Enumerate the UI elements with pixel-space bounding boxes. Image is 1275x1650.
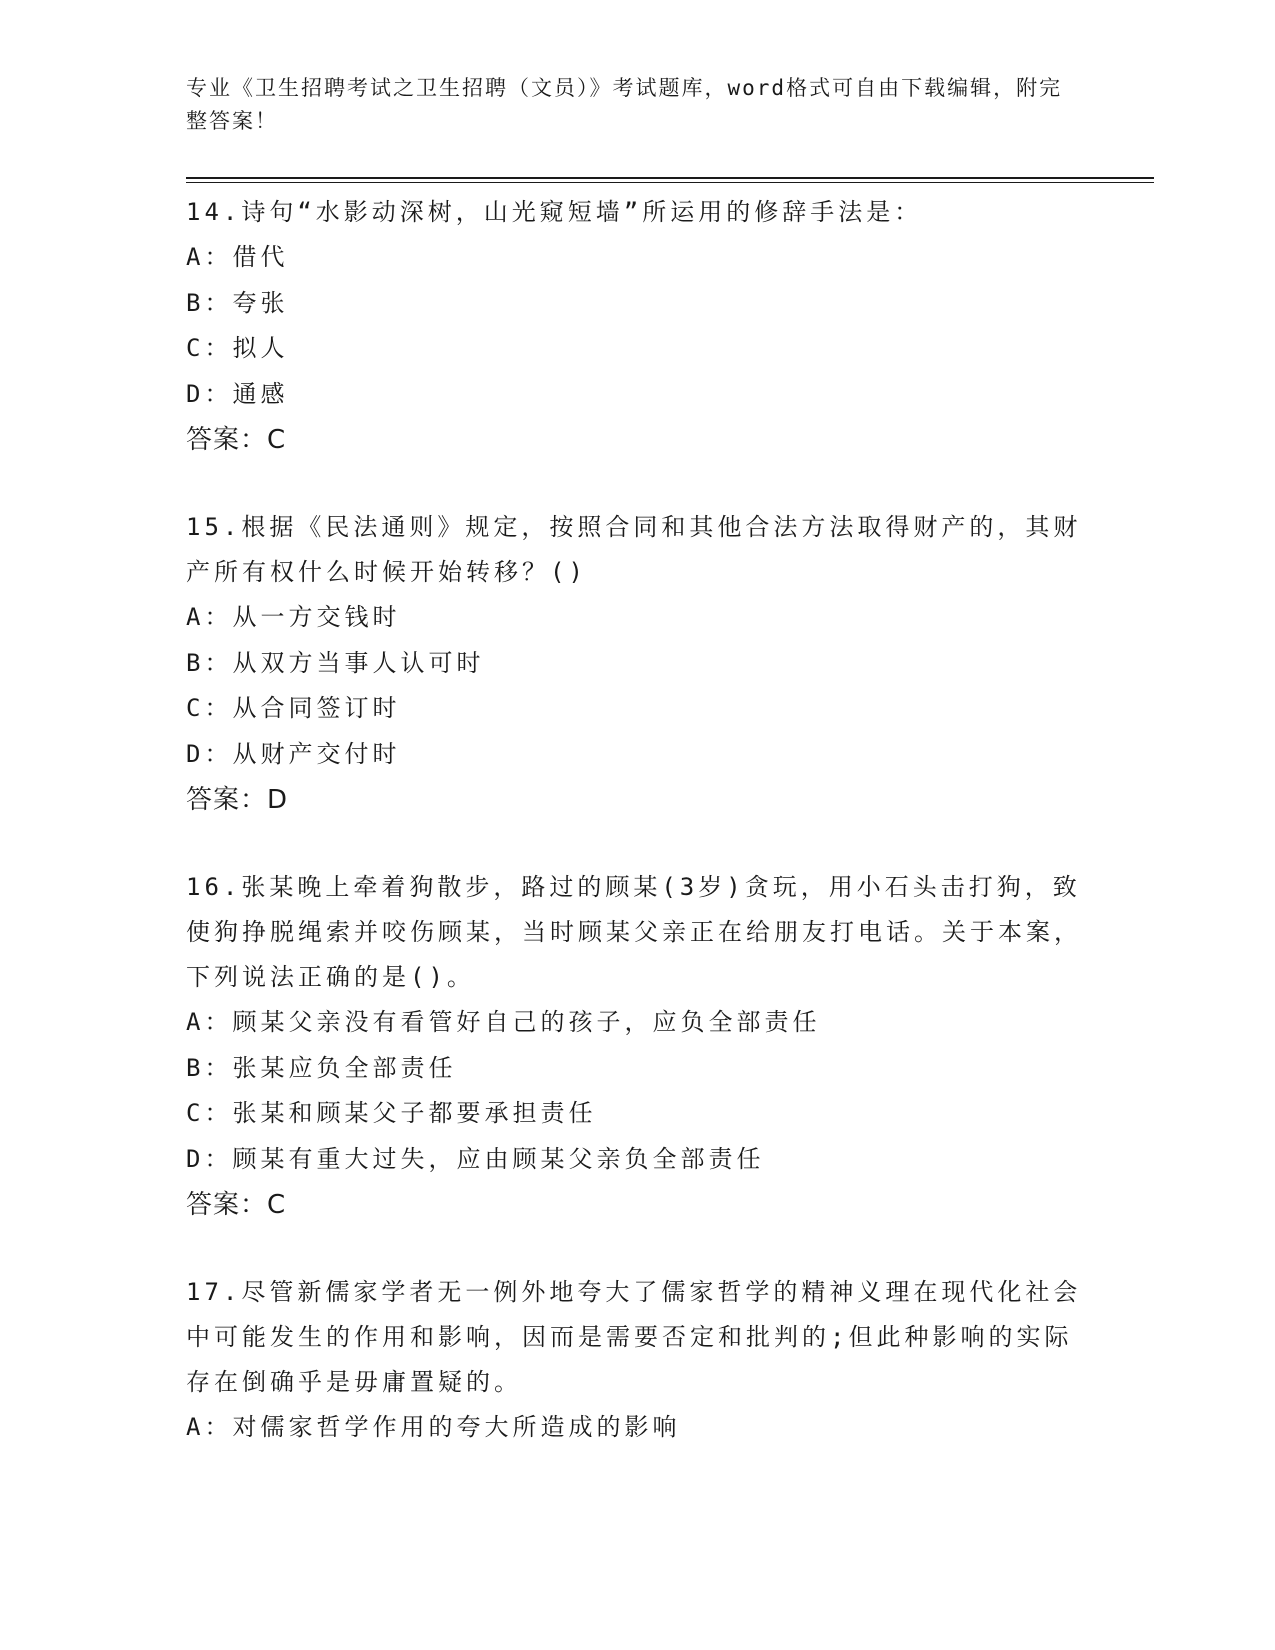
- option-b: B：夸张: [186, 288, 289, 317]
- question-16: [186, 865, 1086, 1228]
- option-c: C：拟人: [186, 334, 289, 362]
- question-stem: 17.尽管新儒家学者无一例外地夸大了儒家哲学的精神义理在现代化社会中可能发生的作用和影响，因而是需要否定和批判的;但此种影响的实际存在倒确乎是毋庸置疑的。: [186, 1278, 1082, 1396]
- option-c: C：张某和顾某父子都要承担责任: [186, 1099, 597, 1127]
- answer-line: 答案：C: [186, 1190, 287, 1220]
- question-17: [186, 1270, 1086, 1451]
- option-c: C：从合同签订时: [186, 694, 401, 722]
- option-d: D：从财产交付时: [186, 739, 401, 768]
- option-d: D：通感: [186, 379, 289, 408]
- question-stem: 16.张某晚上牵着狗散步，路过的顾某(3岁)贪玩，用小石头击打狗，致使狗挣脱绳索并咬伤顾某，当时顾某父亲正在给朋友打电话。关于本案，下列说法正确的是()。: [186, 873, 1082, 991]
- option-a: A：从一方交钱时: [186, 603, 401, 631]
- document-header: 专业《卫生招聘考试之卫生招聘（文员）》考试题库，word格式可自由下载编辑，附完整答案！: [186, 76, 1063, 133]
- option-a: A：借代: [186, 243, 289, 271]
- option-b: B：张某应负全部责任: [186, 1053, 457, 1082]
- question-stem: 14.诗句“水影动深树，山光窥短墙”所运用的修辞手法是：: [186, 198, 923, 226]
- option-a: A：顾某父亲没有看管好自己的孩子，应负全部责任: [186, 1008, 821, 1036]
- question-14: [186, 190, 1086, 463]
- option-d: D：顾某有重大过失，应由顾某父亲负全部责任: [186, 1144, 765, 1173]
- option-b: B：从双方当事人认可时: [186, 648, 485, 677]
- question-stem: 15.根据《民法通则》规定，按照合同和其他合法方法取得财产的，其财产所有权什么时候开始转移？(): [186, 513, 1082, 586]
- answer-line: 答案：D: [186, 785, 289, 815]
- header-divider-thin: [186, 182, 1154, 183]
- header-divider-thick: [186, 177, 1154, 179]
- question-15: [186, 505, 1086, 823]
- option-a: A：对儒家哲学作用的夸大所造成的影响: [186, 1413, 681, 1441]
- answer-line: 答案：C: [186, 425, 287, 455]
- question-list: [186, 190, 1086, 1493]
